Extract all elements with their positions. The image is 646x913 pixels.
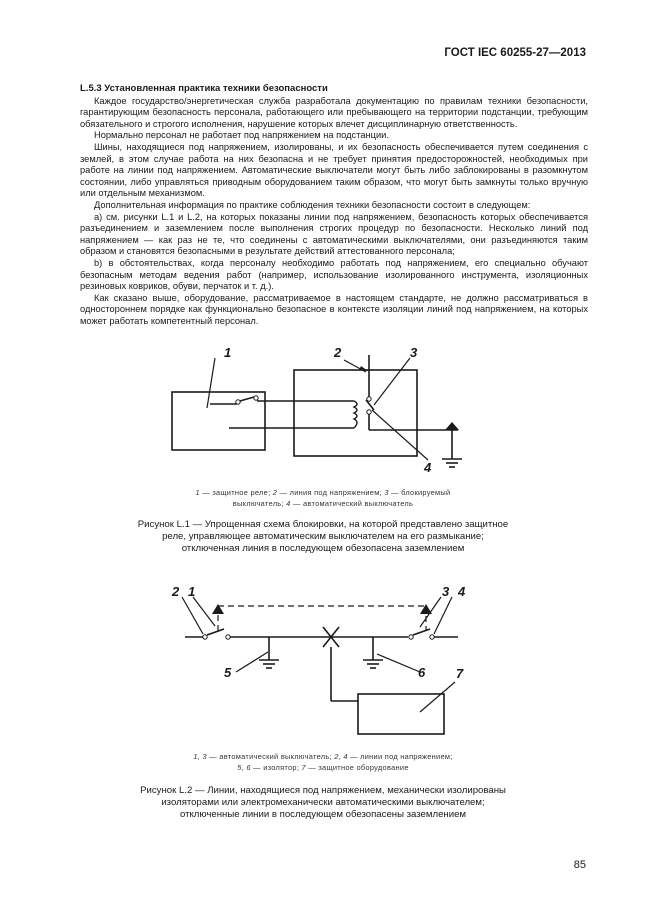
paragraph: Каждое государство/энергетическая служба разработала документацию по правилам техники безопасности, гарантирующим безопасность персонала, работающего или пребывающего на территории подстанции, требующим обязательного и строгого исполнения, нарушение которых влечет дисциплинарную ответственность. xyxy=(80,95,588,129)
standard-header: ГОСТ IEC 60255-27—2013 xyxy=(444,47,586,59)
relay-box xyxy=(172,392,265,450)
breaker-box xyxy=(294,370,417,456)
fig2-label-5: 5 xyxy=(224,665,232,680)
figure-l1-legend: 1 — защитное реле; 2 — линия под напряжением; 3 — блокируемый выключатель; 4 — автоматический выключатель xyxy=(195,488,451,508)
fig2-label-4: 4 xyxy=(458,584,466,599)
fig2-label-1: 1 xyxy=(188,584,196,599)
figure-l1-diagram xyxy=(0,340,646,480)
figure-l1-caption: Рисунок L.1 — Упрощенная схема блокировки, на которой представлено защитное реле, управляющее автоматическим выключателем на его размыкание; отключенная линия в последующем обезопасена заземлением xyxy=(137,519,509,554)
fig2-label-6: 6 xyxy=(418,665,426,680)
paragraph: b) в обстоятельствах, когда персоналу необходимо работать под напряжением, его специально обучают безопасным методам ведения работ (например, использование изолированного инструмента, изоляционных резиновых ковриков, обуви, перчаток и т. д.). xyxy=(80,257,588,292)
fig1-label-4: 4 xyxy=(424,460,432,475)
page-number: 85 xyxy=(573,859,586,871)
fig1-label-2: 2 xyxy=(334,345,342,360)
fig1-label-3: 3 xyxy=(410,345,418,360)
fig1-label-1: 1 xyxy=(224,345,232,360)
figure-l2-caption: Рисунок L.2 — Линии, находящиеся под напряжением, механически изолированы изоляторами или электромеханически автоматическими выключателем; отключенные линии в последующем обезопасены заземлением xyxy=(140,785,506,820)
fig2-label-3: 3 xyxy=(442,584,450,599)
fig2-label-7: 7 xyxy=(456,666,464,681)
fig2-label-2: 2 xyxy=(172,584,180,599)
figure-l2-diagram xyxy=(0,578,646,738)
figure-l2-legend: 1, 3 — автоматический выключатель; 2, 4 — линии под напряжением; 5, 6 — изолятор; 7 — защитное оборудование xyxy=(193,752,453,772)
protection-equipment-box xyxy=(358,694,444,734)
paragraph: Шины, находящиеся под напряжением, изолированы, и их безопасность обеспечивается путем соединения с землей, в этом случае работа на них безопасна и не требует принятия предосторожностей, необходимых при работе на линии под напряжением. Автоматические выключатели могут быть либо заблокированы в разомкнутом состоянии, либо управляться приводным оборудованием таким образом, что могут быть замкнуты только вручную или отдельным механизмом. xyxy=(80,141,588,199)
section-heading: L.5.3 Установленная практика техники безопасности xyxy=(80,83,328,94)
paragraph: Нормально персонал не работает под напряжением на подстанции. xyxy=(94,130,389,141)
paragraph: a) см. рисунки L.1 и L.2, на которых показаны линии под напряжением, безопасность которых обеспечивается разъединением и заземлением после выполнения строгих процедур по безопасности. Несколько линий под напряжением — как раз не те, что соединены с автоматическими выключателями, они разъединяются таким образом и становятся безопасными в результате действий аттестованного персонала; xyxy=(80,211,588,257)
paragraph: Как сказано выше, оборудование, рассматриваемое в настоящем стандарте, не должно рассматриваться в одностороннем порядке как функционально безопасное в контексте изоляции линий под напряжением, на которых может работать компетентный персонал. xyxy=(80,292,588,326)
paragraph: Дополнительная информация по практике соблюдения техники безопасности состоит в следующем: xyxy=(94,199,531,210)
section-body xyxy=(80,83,588,327)
